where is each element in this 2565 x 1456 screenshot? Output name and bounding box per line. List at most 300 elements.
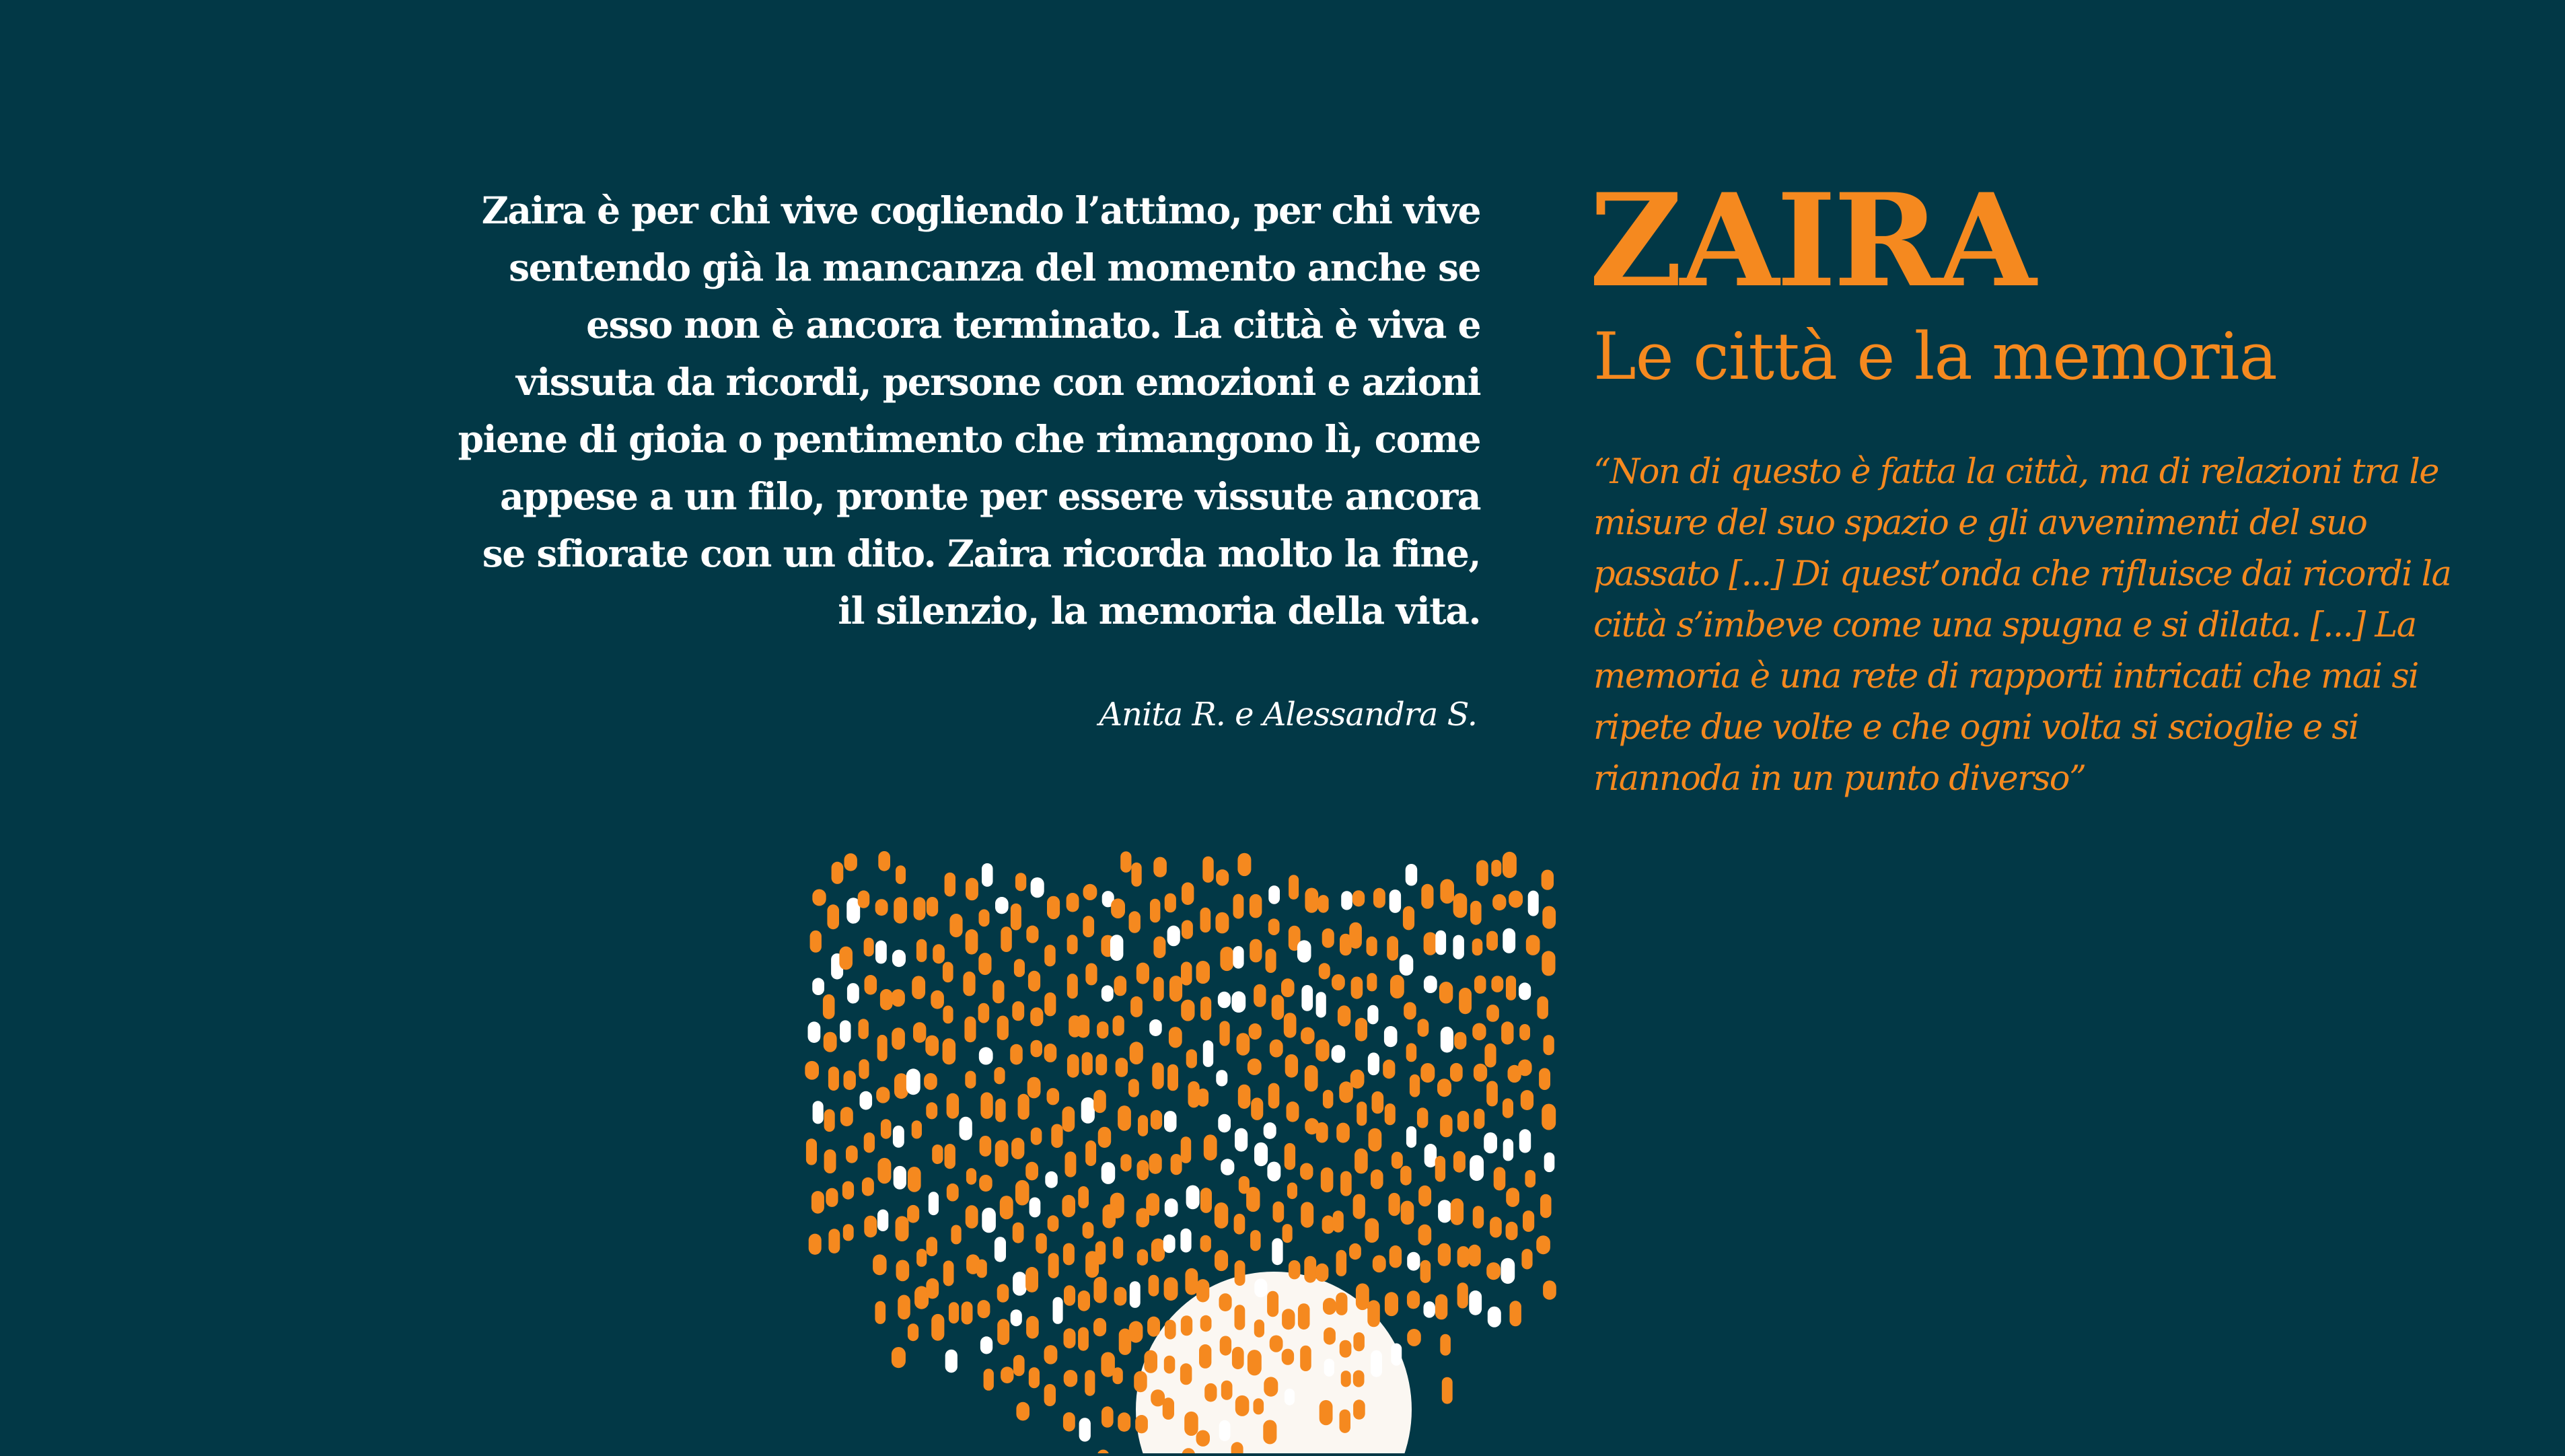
drop-shape: [1047, 1088, 1060, 1105]
drop-shape: [1369, 1128, 1382, 1152]
drop-shape: [840, 1107, 853, 1126]
drop-shape: [1235, 1260, 1245, 1286]
drop-shape: [1457, 1111, 1469, 1132]
drop-shape: [1519, 982, 1531, 1000]
drop-shape: [1110, 935, 1123, 961]
drop-shape: [1420, 1063, 1435, 1083]
drop-shape: [1200, 996, 1211, 1020]
drop-shape: [1440, 879, 1454, 904]
drop-shape: [1111, 898, 1125, 918]
drop-shape: [875, 899, 888, 916]
drop-shape: [1180, 1229, 1191, 1253]
drop-shape: [1503, 929, 1515, 953]
drop-shape: [1051, 1124, 1062, 1149]
drop-shape: [927, 897, 938, 916]
drop-shape: [1486, 1262, 1501, 1280]
drop-shape: [1204, 1134, 1217, 1161]
drop-shape: [1200, 908, 1211, 933]
drop-shape: [980, 1092, 992, 1119]
drop-shape: [1367, 937, 1377, 956]
drop-shape: [1400, 954, 1414, 976]
drop-shape: [982, 1208, 996, 1233]
drop-shape: [1216, 1070, 1227, 1086]
drop-shape: [1336, 1123, 1350, 1143]
drop-shape: [1339, 1081, 1353, 1103]
drop-shape: [945, 873, 955, 897]
drop-shape: [846, 1145, 858, 1163]
drop-shape: [995, 1237, 1006, 1262]
drop-shape: [980, 1136, 992, 1157]
drop-shape: [1453, 893, 1468, 918]
drop-shape: [1273, 1202, 1285, 1223]
drop-shape: [1437, 1079, 1451, 1097]
drop-shape: [1539, 1068, 1550, 1090]
drop-shape: [894, 1073, 908, 1099]
drop-shape: [1421, 884, 1433, 909]
drop-shape: [1319, 963, 1330, 979]
drop-shape: [1268, 1083, 1280, 1109]
drop-shape: [1320, 1400, 1333, 1425]
drop-shape: [1219, 1293, 1232, 1311]
drop-shape: [1523, 1210, 1534, 1232]
drop-shape: [1470, 901, 1482, 925]
drop-shape: [979, 1047, 993, 1064]
drop-shape: [1200, 1188, 1212, 1213]
drop-shape: [824, 1149, 836, 1173]
drop-shape: [1036, 1233, 1047, 1253]
drop-shape: [1067, 893, 1079, 912]
drop-shape: [1357, 1101, 1367, 1126]
drop-shape: [1490, 1216, 1502, 1237]
drop-shape: [1503, 852, 1517, 878]
drop-shape: [963, 972, 975, 996]
drop-shape: [1063, 1243, 1075, 1266]
drop-shape: [962, 1301, 973, 1324]
drop-shape: [1013, 1223, 1024, 1243]
drop-shape: [1476, 860, 1488, 886]
drop-shape: [1418, 1186, 1431, 1206]
drop-shape: [1085, 1140, 1096, 1166]
drop-shape: [1218, 1114, 1231, 1132]
drop-shape: [1065, 1152, 1077, 1177]
drop-shape: [926, 1102, 937, 1119]
drop-shape: [1118, 1412, 1130, 1432]
drop-shape: [1215, 1202, 1229, 1229]
drop-shape: [892, 1347, 906, 1368]
drop-shape: [865, 975, 877, 995]
drop-shape: [1263, 1420, 1276, 1444]
drop-shape: [1149, 1019, 1162, 1036]
drop-shape: [1268, 885, 1280, 904]
drop-shape: [1338, 1005, 1350, 1026]
drop-shape: [1184, 1412, 1198, 1436]
drop-shape: [1215, 1250, 1228, 1271]
drop-shape: [1355, 1018, 1367, 1042]
drop-shape: [1336, 1250, 1347, 1276]
drop-shape: [1053, 1297, 1063, 1324]
drop-shape: [1235, 1305, 1245, 1330]
drop-shape: [1418, 1225, 1432, 1245]
drop-shape: [812, 978, 824, 995]
drop-shape: [1137, 1249, 1148, 1266]
drop-shape: [1045, 1171, 1058, 1188]
drop-shape: [1301, 985, 1313, 1011]
drop-shape: [1018, 1094, 1029, 1120]
drop-shape: [1250, 939, 1262, 963]
drop-shape: [824, 1032, 837, 1052]
drop-shape: [1246, 1187, 1260, 1212]
drop-shape: [1287, 1101, 1299, 1122]
drop-shape: [1509, 891, 1523, 908]
drop-shape: [1484, 1044, 1496, 1068]
drop-shape: [1384, 1026, 1398, 1047]
drop-shape: [1186, 1186, 1200, 1210]
drop-shape: [1506, 1222, 1518, 1241]
drop-shape: [997, 1016, 1009, 1040]
drop-shape: [1289, 875, 1299, 900]
drop-shape: [1542, 906, 1556, 929]
drop-shape: [1048, 1215, 1059, 1231]
drop-shape: [1093, 1277, 1106, 1303]
drop-shape: [1221, 1381, 1233, 1400]
drop-shape: [1528, 891, 1539, 916]
drop-shape: [896, 865, 906, 884]
quote-line: memoria è una rete di rapporti intricati che mai si: [1593, 657, 2418, 696]
description-line: appese a un filo, pronte per essere vissute ancora: [500, 474, 1480, 518]
drop-shape: [812, 889, 826, 906]
drop-shape: [1285, 1054, 1298, 1078]
drop-shape: [907, 1205, 919, 1223]
page-subtitle: Le città e la memoria: [1593, 319, 2277, 394]
description-line: se sfiorate con un dito. Zaira ricorda molto la fine,: [482, 532, 1480, 575]
drop-shape: [809, 1234, 822, 1255]
drop-shape: [1169, 1027, 1182, 1048]
drop-shape: [1365, 1218, 1379, 1243]
drop-shape: [1078, 1290, 1090, 1311]
drop-shape: [992, 980, 1004, 1004]
drop-shape: [1266, 949, 1276, 973]
drop-shape: [1316, 1122, 1328, 1143]
drop-shape: [943, 962, 953, 983]
drop-shape: [1077, 1015, 1089, 1038]
drop-shape: [1067, 974, 1078, 998]
drop-shape: [878, 851, 890, 871]
drop-shape: [1391, 1344, 1402, 1366]
drop-shape: [978, 1003, 990, 1023]
drop-shape: [1181, 1136, 1192, 1163]
drop-shape: [1144, 1350, 1157, 1373]
drop-shape: [892, 1027, 905, 1050]
drop-shape: [1153, 857, 1167, 877]
drop-shape: [1202, 857, 1213, 883]
drop-shape: [943, 1038, 956, 1064]
drop-shape: [1389, 1193, 1400, 1216]
drop-shape: [997, 1284, 1009, 1302]
drop-shape: [1029, 1198, 1041, 1218]
drop-shape: [859, 1019, 869, 1039]
drop-shape: [1029, 1367, 1040, 1388]
drop-shape: [1424, 1301, 1435, 1318]
drop-shape: [1181, 961, 1192, 985]
drop-shape: [1016, 1402, 1029, 1421]
drop-shape: [1134, 1371, 1147, 1393]
drop-shape: [1233, 894, 1244, 919]
drop-shape: [1298, 1303, 1310, 1330]
drop-shape: [1486, 1005, 1499, 1022]
drop-shape: [1501, 1258, 1515, 1284]
drop-shape: [844, 1070, 856, 1090]
drop-shape: [1067, 1054, 1079, 1078]
drop-shape: [1200, 1315, 1212, 1332]
drop-shape: [1341, 891, 1352, 910]
drop-shape: [1135, 1415, 1148, 1433]
drop-shape: [1101, 1162, 1116, 1184]
drop-shape: [1169, 976, 1182, 1002]
drop-shape: [1101, 985, 1114, 1001]
drop-shape: [1254, 984, 1266, 1007]
drop-shape: [1519, 1129, 1531, 1153]
drop-shape: [1350, 1070, 1365, 1089]
drop-shape: [1083, 916, 1094, 937]
drop-shape: [1352, 890, 1365, 906]
drop-shape: [927, 1237, 938, 1256]
drop-shape: [1367, 973, 1377, 991]
drop-shape: [949, 1302, 959, 1323]
drop-shape: [1095, 1054, 1107, 1075]
drop-shape: [1340, 1171, 1352, 1196]
drop-shape: [1237, 1033, 1250, 1056]
drop-shape: [1001, 1367, 1013, 1383]
drop-shape: [1235, 1395, 1250, 1416]
drop-shape: [965, 1071, 976, 1089]
drop-shape: [1373, 1255, 1386, 1273]
drop-shape: [828, 1066, 839, 1091]
drop-shape: [1484, 1132, 1497, 1153]
drop-shape: [824, 1109, 835, 1132]
drop-shape: [810, 931, 822, 953]
description-line: vissuta da ricordi, persone con emozioni e azioni: [515, 360, 1480, 404]
drop-shape: [1544, 1035, 1554, 1055]
drop-shape: [1216, 869, 1229, 886]
drop-shape: [1083, 1222, 1094, 1239]
drop-shape: [1536, 1235, 1550, 1254]
drop-shape: [1400, 1166, 1412, 1186]
drop-shape: [1367, 1300, 1380, 1327]
drop-shape: [1440, 1115, 1453, 1138]
drop-shape: [1047, 896, 1060, 920]
drop-shape: [1457, 1282, 1468, 1308]
drop-shape: [1167, 1064, 1178, 1091]
drop-shape: [912, 1120, 922, 1138]
drop-shape: [1044, 1044, 1057, 1062]
drop-shape: [877, 1210, 888, 1232]
drop-shape: [1270, 1040, 1283, 1058]
drop-shape: [924, 1073, 937, 1090]
drop-shape: [1128, 1079, 1139, 1097]
drop-shape: [1519, 1024, 1530, 1040]
drop-shape: [1113, 1237, 1123, 1259]
drop-shape: [1491, 860, 1501, 877]
drop-shape: [864, 938, 874, 957]
drop-shape: [906, 1068, 920, 1095]
drop-shape: [913, 1022, 926, 1043]
drop-shape: [912, 976, 925, 999]
drop-shape: [1318, 895, 1329, 913]
drop-shape: [1451, 1198, 1464, 1225]
drop-shape: [880, 989, 893, 1011]
drop-shape: [1289, 1260, 1301, 1279]
drop-shape: [1540, 1194, 1552, 1218]
drop-shape: [1407, 1252, 1420, 1271]
drop-shape: [1472, 939, 1483, 956]
drop-shape: [1031, 1128, 1042, 1145]
drop-shape: [1254, 1142, 1268, 1166]
drop-shape: [1130, 1042, 1143, 1064]
drop-shape: [943, 1006, 953, 1024]
drop-shape: [1015, 873, 1026, 891]
drop-shape: [1401, 1201, 1414, 1225]
drop-shape: [1284, 1013, 1297, 1038]
drop-shape: [1101, 1406, 1114, 1428]
drop-shape: [1287, 1183, 1297, 1200]
description-line: esso non è ancora terminato. La città è viva e: [586, 303, 1480, 347]
drop-shape: [839, 947, 853, 970]
drop-shape: [1282, 1349, 1294, 1365]
drop-shape: [1301, 1202, 1313, 1227]
drop-shape: [876, 1087, 890, 1103]
drop-shape: [978, 1300, 990, 1318]
drop-shape: [1164, 1356, 1176, 1374]
drop-shape: [978, 953, 991, 975]
drop-shape: [1267, 1291, 1278, 1317]
drop-shape: [1233, 946, 1243, 969]
drop-shape: [1026, 926, 1038, 943]
drop-shape: [1372, 1091, 1384, 1114]
drop-shape: [1220, 1336, 1231, 1356]
drop-shape: [1196, 961, 1211, 984]
drop-shape: [1486, 1081, 1498, 1107]
drop-shape: [1406, 1043, 1417, 1062]
drop-shape: [1435, 931, 1446, 955]
drop-shape: [1028, 971, 1040, 992]
drop-shape: [1305, 1065, 1318, 1091]
drop-shape: [1254, 1319, 1264, 1338]
drop-shape: [847, 983, 859, 1003]
drop-shape: [916, 1249, 927, 1267]
drop-shape: [813, 1101, 824, 1124]
drop-shape: [1417, 1107, 1429, 1128]
drop-shape: [925, 1035, 939, 1056]
drop-shape: [1249, 1023, 1262, 1040]
drop-shape: [1082, 1052, 1093, 1075]
drop-shape: [894, 1166, 906, 1190]
drop-shape: [1085, 963, 1097, 986]
drop-shape: [826, 1188, 838, 1207]
drop-shape: [1267, 1162, 1280, 1181]
description-line: il silenzio, la memoria della vita.: [838, 589, 1480, 632]
drop-shape: [1389, 1245, 1402, 1268]
drop-shape: [1232, 1347, 1244, 1369]
drop-shape: [932, 1144, 943, 1164]
drop-shape: [995, 1099, 1005, 1122]
drop-shape: [1129, 1321, 1143, 1342]
drop-shape: [1371, 1169, 1383, 1189]
drop-shape: [1435, 1156, 1445, 1182]
drop-shape: [1518, 1060, 1532, 1077]
drop-shape: [1424, 1144, 1437, 1167]
drop-shape: [1340, 1410, 1351, 1433]
drop-shape: [1332, 1045, 1346, 1063]
drop-shape: [1062, 1106, 1075, 1132]
drop-shape: [997, 1319, 1009, 1345]
drop-shape: [979, 909, 990, 926]
drop-shape: [908, 1323, 918, 1341]
drop-shape: [1472, 1023, 1486, 1041]
drop-shape: [843, 1224, 854, 1241]
drop-shape: [1439, 982, 1453, 1004]
drop-shape: [1151, 1110, 1162, 1130]
drop-shape: [945, 1144, 955, 1169]
drop-shape: [828, 1229, 840, 1253]
drop-shape: [1093, 1090, 1106, 1113]
drop-shape: [1167, 926, 1180, 947]
drop-shape: [1316, 992, 1326, 1017]
drop-shape: [1221, 1159, 1234, 1175]
drop-shape: [1219, 1021, 1229, 1046]
drop-shape: [1131, 863, 1141, 887]
drop-shape: [1064, 1285, 1075, 1306]
drop-shape: [1315, 1040, 1329, 1062]
drop-shape: [1181, 1000, 1194, 1021]
drop-shape: [1044, 1345, 1058, 1364]
drop-shape: [1062, 1195, 1075, 1217]
drop-shape: [840, 1020, 851, 1042]
drop-shape: [1199, 1344, 1211, 1369]
drop-shape: [1322, 929, 1334, 948]
drop-shape: [1164, 1277, 1178, 1301]
drop-shape: [1305, 888, 1318, 913]
drop-shape: [1281, 978, 1295, 997]
drop-shape: [1083, 884, 1097, 900]
drop-shape: [1234, 1214, 1245, 1235]
quote-line: ripete due volte e che ogni volta si scioglie e si: [1593, 708, 2358, 748]
drop-shape: [1185, 1268, 1198, 1295]
drop-shape: [1323, 1090, 1334, 1109]
drop-shape: [1013, 1272, 1026, 1296]
description-line: piene di gioia o pentimento che rimangono lì, come: [458, 417, 1480, 461]
drop-shape: [1392, 1152, 1403, 1169]
drop-shape: [1153, 977, 1164, 1001]
drop-shape: [893, 1126, 904, 1148]
drop-shape: [1353, 1332, 1365, 1351]
drop-shape: [1250, 1230, 1261, 1251]
drop-shape: [894, 897, 907, 923]
drop-shape: [877, 1035, 888, 1061]
drop-shape: [1165, 1198, 1178, 1217]
drop-shape: [1097, 1021, 1108, 1039]
drop-shape: [1453, 935, 1464, 959]
drop-shape: [1353, 1194, 1365, 1219]
drop-shape: [1151, 1239, 1165, 1262]
drop-shape: [1078, 1186, 1089, 1208]
memory-drops-illustration: [774, 828, 1581, 1453]
drop-shape: [1385, 1292, 1398, 1316]
drop-shape: [1250, 894, 1262, 918]
drop-shape: [1385, 1103, 1396, 1125]
drop-shape: [1435, 1295, 1447, 1320]
drop-shape: [1012, 1001, 1024, 1021]
drop-shape: [1044, 992, 1056, 1016]
